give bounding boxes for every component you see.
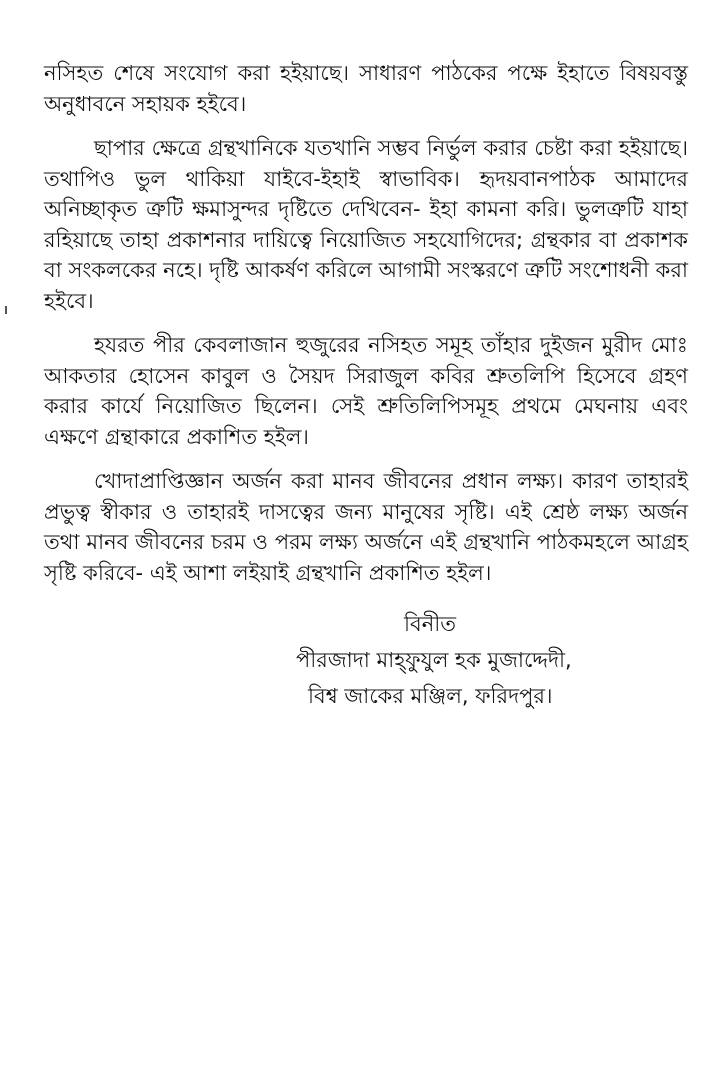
paragraph-transcription: হযরত পীর কেবলাজান হুজুরের নসিহত সমূহ তাঁহার দুইজন মুরীদ মোঃ আকতার হোসেন কাবুল ও সৈয়দ সিরাজুল কবির শ্রুতলিপি হিসেবে গ্রহণ করার কার্যে নিয়োজিত ছিলেন। সেই শ্রুতিলিপিসমূহ প্রথমে মেঘনায় এবং এক্ষণে গ্রন্থাকারে প্রকাশিত হইল। bbox=[44, 333, 688, 449]
signature-name: পীরজাদা মাহ্‌ফুযুল হক মুজাদ্দেদী, bbox=[296, 648, 572, 672]
paragraph-printing-errors: ছাপার ক্ষেত্রে গ্রন্থখানিকে যতখানি সম্ভব নির্ভুল করার চেষ্টা করা হইয়াছে। তথাপিও ভুল থাকিয়া যাইবে-ইহাই স্বাভাবিক। হৃদয়বানপাঠক আমাদের অনিচ্ছাকৃত ত্রুটি ক্ষমাসুন্দর দৃষ্টিতে দেখিবেন- ইহা কামনা করি। ভুলত্রুটি যাহা রহিয়াছে তাহা প্রকাশনার দায়িত্বে নিয়োজিত সহযোগিদের; গ্রন্থকার বা প্রকাশক বা সংকলকের নহে। দৃষ্টি আকর্ষণ করিলে আগামী সংস্করণে ত্রুটি সংশোধনী করা হইবে। bbox=[44, 136, 688, 313]
paragraph-purpose: খোদাপ্রাপ্তিজ্ঞান অর্জন করা মানব জীবনের প্রধান লক্ষ্য। কারণ তাহারই প্রভুত্ব স্বীকার ও তাহারই দাসত্বের জন্য মানুষের সৃষ্টি। এই শ্রেষ্ঠ লক্ষ্য অর্জন তথা মানব জীবনের চরম ও পরম লক্ষ্য অর্জনে এই গ্রন্থখানি পাঠকমহলে আগ্রহ সৃষ্টি করিবে- এই আশা লইয়াই গ্রন্থখানি প্রকাশিত হইল। bbox=[44, 469, 688, 585]
signature-closing: বিনীত bbox=[404, 612, 456, 636]
paragraph-continuation: নসিহত শেষে সংযোগ করা হইয়াছে। সাধারণ পাঠকের পক্ষে ইহাতে বিষয়বস্তু অনুধাবনে সহায়ক হইবে। bbox=[44, 61, 688, 116]
margin-mark bbox=[5, 306, 7, 314]
signature-address: বিশ্ব জাকের মঞ্জিল, ফরিদপুর। bbox=[308, 684, 553, 708]
signature-block bbox=[44, 606, 688, 714]
